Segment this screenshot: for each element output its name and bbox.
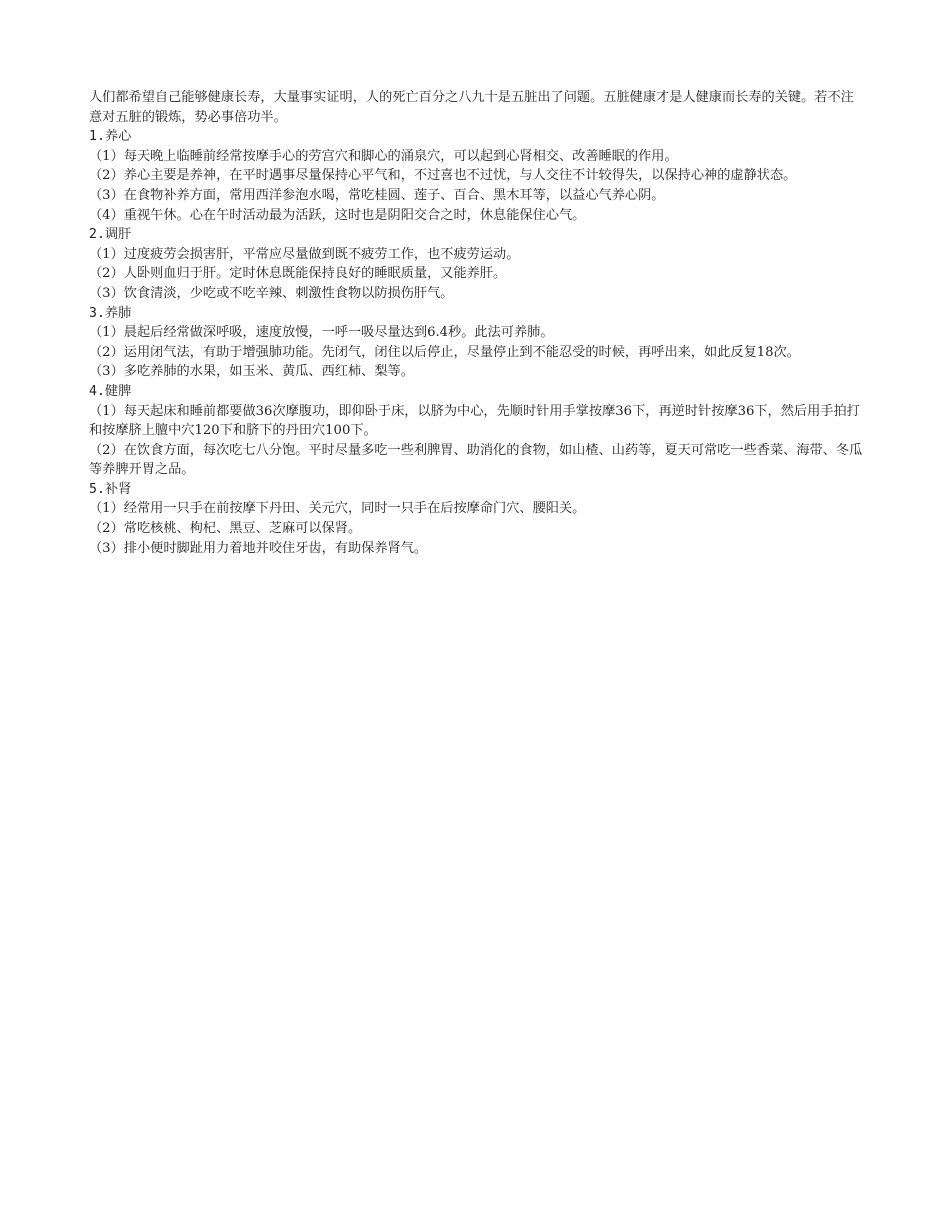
list-item: （2）运用闭气法，有助于增强肺功能。先闭气，闭住以后停止，尽量停止到不能忍受的时候，再呼出来，如此反复18次。 [89,344,800,360]
list-item: （1）经常用一只手在前按摩下丹田、关元穴，同时一只手在后按摩命门穴、腰阳关。 [89,501,586,517]
list-item: （2）常吃核桃、枸杞、黑豆、芝麻可以保肾。 [89,521,362,537]
list-item: （1）每天晚上临睡前经常按摩手心的劳宫穴和脚心的涌泉穴，可以起到心肾相交、改善睡眠的作用。 [89,148,678,164]
section-heading-regulate-liver: 2.调肝 [89,227,132,243]
list-item: （3）排小便时脚趾用力着地并咬住牙齿，有助保养肾气。 [89,540,428,556]
list-item: （2）养心主要是养神，在平时遇事尽量保持心平气和，不过喜也不过忧，与人交往不计较得失，以保持心神的虚静状态。 [89,168,797,184]
section-heading-nourish-lung: 3.养肺 [89,305,132,321]
list-item: （2）在饮食方面，每次吃七八分饱。平时尽量多吃一些利脾胃、助消化的食物，如山楂、山药等，夏天可常吃一些香菜、海带、冬瓜等养脾开胃之品。 [89,442,863,478]
list-item: （1）过度疲劳会损害肝，平常应尽量做到既不疲劳工作，也不疲劳运动。 [89,246,520,262]
section-heading-strengthen-spleen: 4.健脾 [89,383,132,399]
list-item: （3）饮食清淡，少吃或不吃辛辣、刺激性食物以防损伤肝气。 [89,285,454,301]
list-item: （1）每天起床和睡前都要做36次摩腹功，即仰卧于床，以脐为中心，先顺时针用手掌按摩36下，再逆时针按摩36下，然后用手拍打和按摩脐上膻中穴120下和脐下的丹田穴100下。 [89,403,860,439]
intro-paragraph: 人们都希望自己能够健康长寿，大量事实证明，人的死亡百分之八九十是五脏出了问题。五脏健康才是人健康而长寿的关键。若不注意对五脏的锻炼，势必事倍功半。 [89,90,854,125]
list-item: （1）晨起后经常做深呼吸，速度放慢，一呼一吸尽量达到6.4秒。此法可养肺。 [89,325,554,341]
list-item: （3）多吃养肺的水果，如玉米、黄瓜、西红柿、梨等。 [89,364,414,380]
document-body [89,88,864,558]
list-item: （4）重视午休。心在午时活动最为活跃，这时也是阴阳交合之时，休息能保住心气。 [89,207,586,223]
list-item: （2）人卧则血归于肝。定时休息既能保持良好的睡眠质量，又能养肝。 [89,266,507,282]
section-heading-nourish-heart: 1.养心 [89,129,132,145]
list-item: （3）在食物补养方面，常用西洋参泡水喝，常吃桂圆、莲子、百合、黑木耳等，以益心气养心阴。 [89,187,665,203]
section-heading-tonify-kidney: 5.补肾 [89,481,132,497]
